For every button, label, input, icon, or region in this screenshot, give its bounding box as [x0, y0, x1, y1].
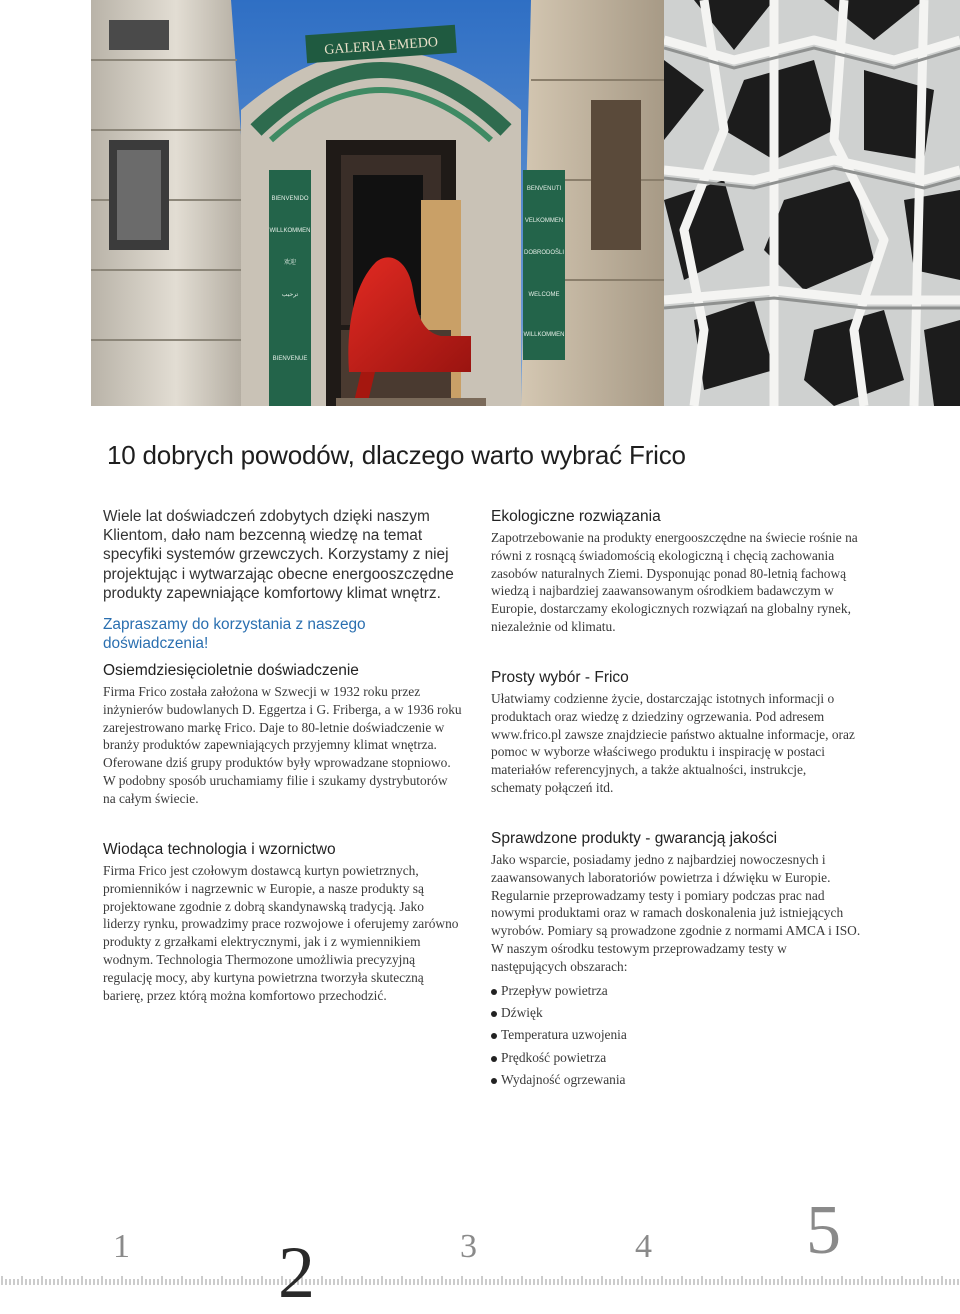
banner-right-text-1: BENVENUTI: [526, 186, 562, 192]
page-number-1: 1: [113, 1228, 130, 1265]
footer-ruler: [0, 1276, 960, 1285]
section-heading: Prosty wybór - Frico: [491, 669, 629, 686]
bullet-icon: [491, 1011, 497, 1017]
list-item: Wydajność ogrzewania: [491, 1069, 863, 1091]
gallery-sign-text: GALERIA EMEDO: [323, 35, 439, 58]
page-title: 10 dobrych powodów, dlaczego warto wybrać Frico: [107, 440, 686, 470]
page-number-3: 3: [460, 1228, 477, 1265]
list-item: Temperatura uzwojenia: [491, 1024, 863, 1046]
section-simple-choice: [491, 668, 859, 797]
section-technology: [103, 840, 461, 1004]
test-areas-list: [491, 980, 863, 1092]
bullet-icon: [491, 1033, 497, 1039]
banner-left-text-1: BIENVENIDO: [271, 196, 309, 202]
list-item: Przepływ powietrza: [491, 980, 863, 1002]
list-item: Dźwięk: [491, 1002, 863, 1024]
section-body: Ułatwiamy codzienne życie, dostarczając istotnych informacji o produktach oraz wiedzę z dziedziny ogrzewania. Pod adresem www.frico.pl zawsze znajdziecie państwo aktualne informacje, oraz pomoc w wyborze właściwego produktu i inspirację w postaci materiałów referencyjnych, a także aktualności, instrukcje, schematy połączeń itd.: [491, 691, 855, 795]
banner-left-text-5: BIENVENUE: [272, 356, 308, 362]
bullet-icon: [491, 1056, 497, 1062]
banner-left-text-2: WILLKOMMEN: [269, 228, 311, 234]
banner-right-text-5: WILLKOMMEN: [523, 332, 565, 338]
page-number-4: 4: [635, 1228, 652, 1265]
section-heading: Sprawdzone produkty - gwarancją jakości: [491, 830, 778, 847]
section-body: Zapotrzebowanie na produkty energooszczędne na świecie rośnie na równi z rosnącą świadomością ekologiczną i chęcią zachowania zasobów naturalnych Ziemi. Dysponując ponad 80-letnią fachową wiedzą i najbardziej zaawansowanym ośrodkiem badawczym w Europie, dostarczamy ekologicznych rozwiązań na globalny rynek, niezależnie od klimatu.: [491, 530, 858, 634]
section-heading: Ekologiczne rozwiązania: [491, 508, 661, 525]
bullet-icon: [491, 989, 497, 995]
section-experience: [103, 661, 463, 808]
bullet-icon: [491, 1078, 497, 1084]
section-body: Firma Frico jest czołowym dostawcą kurtyn powietrznych, promienników i nagrzewnic w Europie, a nasze produkty są projektowane zgodnie z dobrą skandynawską tradycją. Jako liderzy rynku, prowadzimy prace rozwojowe i oferujemy zarówno produkty z grzałkami elektrycznymi, jak i z wymiennikiem wodnym. Technologia Thermozone umożliwia precyzyjną regulację mocy, aby kurtyna powietrzna tworzyła skuteczną barierę, przez którą można komfortowo przechodzić.: [103, 863, 459, 1003]
gallery-entrance-photo: [91, 0, 664, 406]
section-ecology: [491, 507, 859, 636]
intro-invite: Zapraszamy do korzystania z naszego doświadczenia!: [103, 616, 366, 653]
section-body: Firma Frico została założona w Szwecji w 1932 roku przez inżynierów budowlanych D. Eggertza i G. Friberga, a w 1936 roku zarejestrowano markę Frico. Daje to 80-letnie doświadczenie w branży produktów zapewniających przyjemny klimat wnętrza. Oferowane dziś grupy produktów były wprowadzane stopniowo. W podobny sposób uruchamiamy filie i szukamy dystrybutorów na całym świecie.: [103, 684, 462, 806]
page-number-2: 2: [278, 1232, 315, 1314]
intro-text: Wiele lat doświadczeń zdobytych dzięki naszym Klientom, dało nam bezcenną wiedzę na temat specyfiki systemów grzewczych. Korzystamy z niej projektując i wytwarzając obecne energooszczędne produkty zapewniające komfortowy klimat wnętrz.: [103, 508, 454, 602]
page-number-5: 5: [806, 1192, 841, 1269]
geometric-lattice-photo: [664, 0, 960, 406]
section-body: Jako wsparcie, posiadamy jedno z najbardziej nowoczesnych i zaawansowanych laboratoriów powietrza i dźwięku w Europie. Regularnie przeprowadzamy testy i pomiary podczas prac nad nowymi produktami oraz w ramach doskonalenia już istniejących wyrobów. Pomiary są prowadzone zgodnie z normami AMCA i ISO. W naszym ośrodku testowym przeprowadzamy testy w następujących obszarach:: [491, 852, 861, 974]
intro-block: [103, 507, 473, 653]
banner-right-text-2: VELKOMMEN: [524, 218, 564, 224]
section-quality: [491, 829, 863, 1092]
banner-left-text-4: ترحيب: [281, 292, 299, 298]
banner-right-text-4: WELCOME: [528, 292, 560, 298]
banner-right-text-3: DOBRODOŠLI: [523, 250, 565, 256]
section-heading: Wiodąca technologia i wzornictwo: [103, 841, 336, 858]
banner-left-text-3: 欢迎: [283, 260, 297, 266]
section-heading: Osiemdziesięcioletnie doświadczenie: [103, 662, 359, 679]
list-item: Prędkość powietrza: [491, 1047, 863, 1069]
